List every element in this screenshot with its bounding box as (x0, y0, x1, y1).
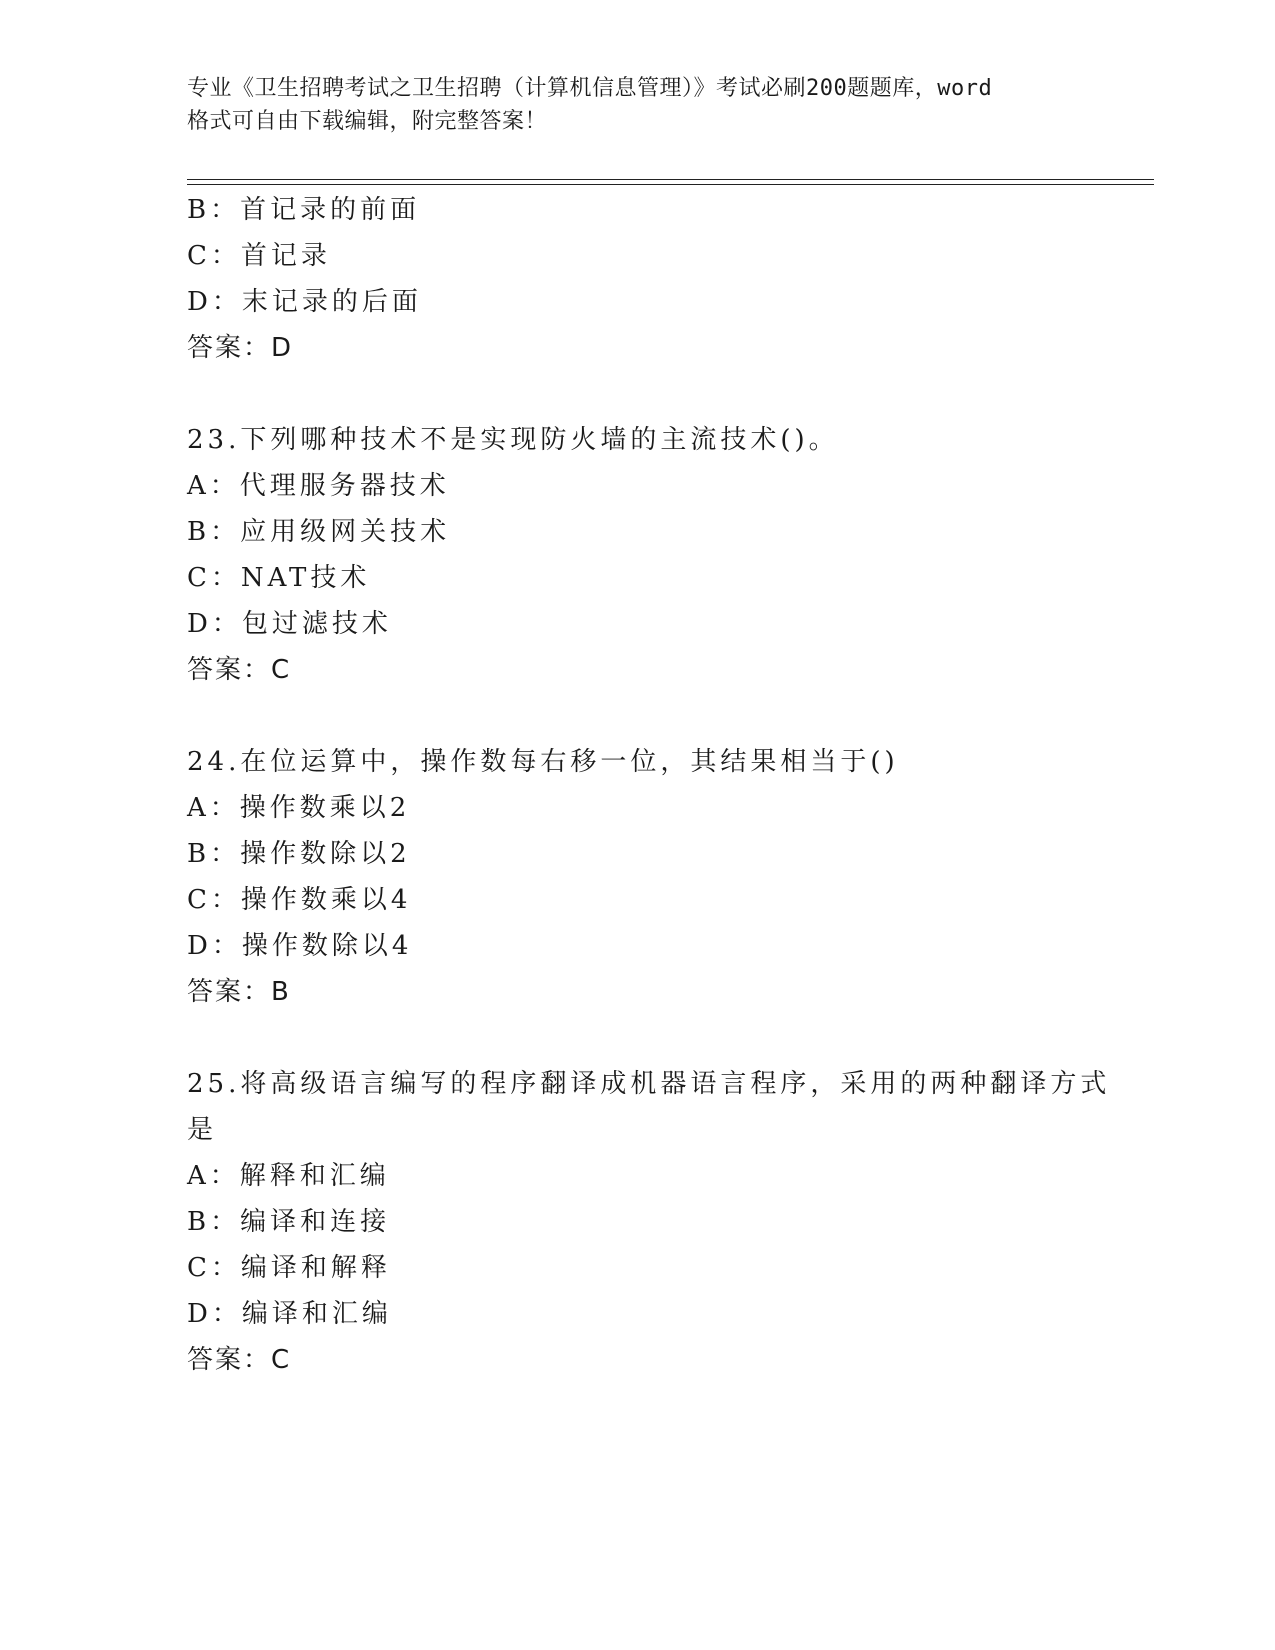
option-b: B：操作数除以2 (187, 839, 411, 869)
question-25 (187, 1061, 1127, 1383)
option-c: C：NAT技术 (187, 563, 371, 593)
spacer (187, 693, 1127, 739)
option-b: B：首记录的前面 (187, 195, 421, 225)
spacer (187, 371, 1127, 417)
answer-line: 答案：B (187, 977, 291, 1007)
option-d: D：包过滤技术 (187, 609, 392, 639)
option-d: D：编译和汇编 (187, 1299, 392, 1329)
header-divider-top (187, 179, 1154, 180)
header-title-line-1: 专业《卫生招聘考试之卫生招聘（计算机信息管理）》考试必刷200题题库，word (187, 76, 993, 101)
option-a: A：解释和汇编 (187, 1161, 390, 1191)
option-c: C：首记录 (187, 241, 331, 271)
option-b: B：应用级网关技术 (187, 517, 451, 547)
answer-line: 答案：D (187, 333, 294, 363)
option-a: A：操作数乘以2 (187, 793, 411, 823)
option-d: D：操作数除以4 (187, 931, 413, 961)
answer-line: 答案：C (187, 655, 292, 685)
question-text: 24.在位运算中，操作数每右移一位，其结果相当于() (187, 747, 899, 777)
header-title-line-2: 格式可自由下载编辑，附完整答案！ (187, 109, 548, 134)
document-header (187, 72, 1087, 138)
option-a: A：代理服务器技术 (187, 471, 450, 501)
document-body (187, 187, 1127, 1383)
header-divider-bottom (187, 184, 1154, 185)
question-text: 23.下列哪种技术不是实现防火墙的主流技术()。 (187, 425, 839, 455)
question-22-continuation (187, 187, 1127, 371)
question-24 (187, 739, 1127, 1015)
question-text-line-1: 25.将高级语言编写的程序翻译成机器语言程序，采用的两种翻译方式 (187, 1069, 1111, 1099)
option-d: D：末记录的后面 (187, 287, 422, 317)
option-c: C：编译和解释 (187, 1253, 391, 1283)
question-23 (187, 417, 1127, 693)
option-b: B：编译和连接 (187, 1207, 391, 1237)
option-c: C：操作数乘以4 (187, 885, 412, 915)
spacer (187, 1015, 1127, 1061)
answer-line: 答案：C (187, 1345, 292, 1375)
question-text-line-2: 是 (187, 1115, 218, 1145)
